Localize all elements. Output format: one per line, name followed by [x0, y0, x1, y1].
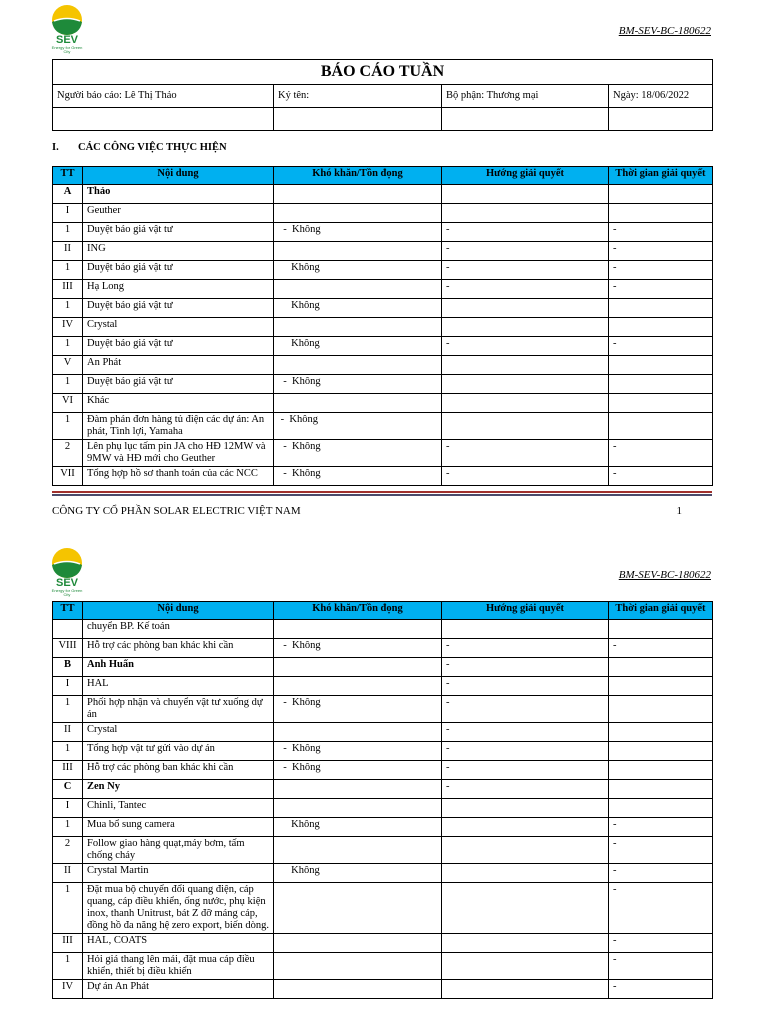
- cell-tt: VI: [53, 394, 83, 413]
- cell-issue: Không: [274, 261, 442, 280]
- col-header-solution: Hướng giải quyết: [442, 602, 609, 620]
- cell-content: Geuther: [83, 204, 274, 223]
- cell-solution: -: [442, 658, 609, 677]
- cell-solution: [442, 864, 609, 883]
- tasks-table-page-2: [52, 601, 713, 999]
- cell-time: -: [609, 261, 713, 280]
- cell-tt: III: [53, 280, 83, 299]
- company-logo: [50, 548, 90, 597]
- cell-content: Duyệt báo giá vật tư: [83, 337, 274, 356]
- cell-tt: 1: [53, 742, 83, 761]
- cell-content: Phối hợp nhận và chuyển vật tư xuống dự án: [83, 696, 274, 723]
- cell-tt: 1: [53, 261, 83, 280]
- cell-time: -: [609, 864, 713, 883]
- reporter-field: Người báo cáo: Lê Thị Thảo: [53, 85, 274, 108]
- cell-time: [609, 375, 713, 394]
- cell-issue: [274, 394, 442, 413]
- company-logo: [50, 5, 90, 54]
- cell-time: [609, 677, 713, 696]
- cell-solution: -: [442, 467, 609, 486]
- cell-issue: [274, 883, 442, 934]
- blank-cell: [53, 108, 274, 131]
- cell-solution: -: [442, 223, 609, 242]
- cell-solution: [442, 883, 609, 934]
- table-row: [53, 696, 713, 723]
- cell-issue: - Không: [274, 375, 442, 394]
- cell-time: [609, 356, 713, 375]
- sev-sun-leaf-icon: [50, 548, 84, 578]
- cell-tt: [53, 620, 83, 639]
- cell-solution: [442, 185, 609, 204]
- cell-issue: [274, 242, 442, 261]
- cell-issue: [274, 980, 442, 999]
- cell-issue: Không: [274, 299, 442, 318]
- cell-time: -: [609, 883, 713, 934]
- cell-tt: 1: [53, 299, 83, 318]
- cell-content: Crystal: [83, 723, 274, 742]
- cell-tt: 1: [53, 953, 83, 980]
- cell-content: Hỗ trợ các phòng ban khác khi cần: [83, 639, 274, 658]
- col-header-issue: Khó khăn/Tồn đọng: [274, 602, 442, 620]
- table-row: [53, 864, 713, 883]
- cell-issue: [274, 204, 442, 223]
- cell-solution: -: [442, 780, 609, 799]
- cell-tt: III: [53, 934, 83, 953]
- department-field: Bộ phận: Thương mại: [442, 85, 609, 108]
- cell-tt: 1: [53, 375, 83, 394]
- cell-content: Thảo: [83, 185, 274, 204]
- cell-issue: [274, 934, 442, 953]
- cell-tt: I: [53, 799, 83, 818]
- cell-issue: [274, 318, 442, 337]
- table-row: [53, 394, 713, 413]
- cell-time: [609, 780, 713, 799]
- cell-content: Crystal Martin: [83, 864, 274, 883]
- cell-content: Dự án An Phát: [83, 980, 274, 999]
- tasks-table-page-1: [52, 166, 713, 486]
- cell-tt: C: [53, 780, 83, 799]
- cell-tt: 1: [53, 337, 83, 356]
- section-number: I.: [52, 142, 59, 153]
- cell-issue: - Không: [274, 696, 442, 723]
- table-row: [53, 242, 713, 261]
- cell-issue: - Không: [274, 742, 442, 761]
- cell-time: -: [609, 980, 713, 999]
- cell-content: Lên phụ lục tấm pin JA cho HĐ 12MW và 9MW và HĐ mới cho Geuther: [83, 440, 274, 467]
- cell-issue: [274, 953, 442, 980]
- cell-solution: -: [442, 677, 609, 696]
- cell-content: Crystal: [83, 318, 274, 337]
- cell-content: ING: [83, 242, 274, 261]
- cell-content: Hạ Long: [83, 280, 274, 299]
- form-code: BM-SEV-BC-180622: [618, 25, 711, 37]
- sev-sun-leaf-icon: [50, 5, 84, 35]
- cell-tt: IV: [53, 318, 83, 337]
- cell-time: [609, 742, 713, 761]
- cell-solution: -: [442, 639, 609, 658]
- logo-tagline: Energy for Green City: [51, 45, 83, 54]
- cell-content: Tổng hợp hồ sơ thanh toán của các NCC: [83, 467, 274, 486]
- table-row: [53, 658, 713, 677]
- table-row: [53, 723, 713, 742]
- logo-tagline: Energy for Green City: [51, 588, 83, 597]
- cell-content: HAL: [83, 677, 274, 696]
- table-row: [53, 299, 713, 318]
- cell-content: Tổng hợp vật tư gửi vào dự án: [83, 742, 274, 761]
- cell-tt: II: [53, 723, 83, 742]
- cell-issue: Không: [274, 818, 442, 837]
- cell-tt: 1: [53, 883, 83, 934]
- cell-tt: 1: [53, 413, 83, 440]
- report-header-table: [52, 59, 713, 131]
- table-row: [53, 261, 713, 280]
- cell-time: [609, 620, 713, 639]
- cell-tt: A: [53, 185, 83, 204]
- cell-solution: [442, 375, 609, 394]
- footer-company: CÔNG TY CỔ PHẦN SOLAR ELECTRIC VIỆT NAM: [52, 505, 301, 517]
- cell-time: [609, 185, 713, 204]
- table-row: [53, 837, 713, 864]
- cell-tt: 1: [53, 818, 83, 837]
- cell-solution: [442, 837, 609, 864]
- cell-content: Đặt mua bộ chuyển đổi quang điện, cáp quang, cáp điều khiển, ống nước, phụ kiện inox, thanh Unitrust, bát Z đỡ máng cáp, đồng hồ đa năng hệ zero export, biến dòng.: [83, 883, 274, 934]
- cell-time: [609, 413, 713, 440]
- footer-divider: [52, 491, 712, 496]
- cell-issue: [274, 658, 442, 677]
- table-row: [53, 677, 713, 696]
- cell-time: -: [609, 639, 713, 658]
- logo-text: SEV: [55, 577, 78, 589]
- cell-time: -: [609, 223, 713, 242]
- cell-time: [609, 696, 713, 723]
- table-row: [53, 337, 713, 356]
- table-row: [53, 440, 713, 467]
- cell-issue: [274, 280, 442, 299]
- cell-content: chuyển BP. Kế toán: [83, 620, 274, 639]
- cell-issue: [274, 799, 442, 818]
- col-header-time: Thời gian giải quyết: [609, 167, 713, 185]
- cell-time: -: [609, 242, 713, 261]
- cell-time: -: [609, 934, 713, 953]
- cell-content: Follow giao hàng quạt,máy bơm, tấm chống cháy: [83, 837, 274, 864]
- cell-time: [609, 318, 713, 337]
- cell-issue: [274, 356, 442, 375]
- cell-issue: - Không: [274, 761, 442, 780]
- table-row: [53, 761, 713, 780]
- cell-content: Anh Huấn: [83, 658, 274, 677]
- logo-text: SEV: [55, 34, 78, 46]
- col-header-solution: Hướng giải quyết: [442, 167, 609, 185]
- cell-tt: I: [53, 677, 83, 696]
- cell-content: HAL, COATS: [83, 934, 274, 953]
- cell-content: Duyệt báo giá vật tư: [83, 223, 274, 242]
- table-row: [53, 318, 713, 337]
- col-header-tt: TT: [53, 167, 83, 185]
- col-header-tt: TT: [53, 602, 83, 620]
- blank-cell: [442, 108, 609, 131]
- cell-tt: III: [53, 761, 83, 780]
- cell-time: [609, 658, 713, 677]
- cell-solution: [442, 299, 609, 318]
- table-row: [53, 780, 713, 799]
- table-row: [53, 185, 713, 204]
- cell-content: Khác: [83, 394, 274, 413]
- table-row: [53, 742, 713, 761]
- cell-solution: [442, 413, 609, 440]
- cell-issue: [274, 780, 442, 799]
- cell-tt: B: [53, 658, 83, 677]
- cell-time: -: [609, 467, 713, 486]
- cell-solution: [442, 356, 609, 375]
- table-row: [53, 375, 713, 394]
- table-row: [53, 467, 713, 486]
- cell-content: Mua bổ sung camera: [83, 818, 274, 837]
- cell-solution: -: [442, 337, 609, 356]
- cell-tt: I: [53, 204, 83, 223]
- cell-tt: 2: [53, 837, 83, 864]
- cell-tt: 1: [53, 696, 83, 723]
- cell-issue: [274, 677, 442, 696]
- cell-issue: Không: [274, 337, 442, 356]
- page-footer: [52, 505, 712, 517]
- table-row: [53, 620, 713, 639]
- cell-time: -: [609, 837, 713, 864]
- cell-time: [609, 723, 713, 742]
- cell-issue: [274, 620, 442, 639]
- cell-solution: -: [442, 440, 609, 467]
- cell-tt: IV: [53, 980, 83, 999]
- cell-solution: [442, 620, 609, 639]
- blank-cell: [274, 108, 442, 131]
- table-row: [53, 639, 713, 658]
- table-row: [53, 280, 713, 299]
- cell-tt: VIII: [53, 639, 83, 658]
- cell-issue: [274, 185, 442, 204]
- cell-tt: VII: [53, 467, 83, 486]
- cell-time: [609, 761, 713, 780]
- page-number: 1: [676, 505, 682, 517]
- cell-solution: -: [442, 723, 609, 742]
- cell-time: -: [609, 280, 713, 299]
- cell-solution: -: [442, 742, 609, 761]
- cell-solution: [442, 204, 609, 223]
- cell-solution: [442, 394, 609, 413]
- table-row: [53, 204, 713, 223]
- cell-content: Duyệt báo giá vật tư: [83, 299, 274, 318]
- cell-tt: II: [53, 242, 83, 261]
- cell-solution: [442, 980, 609, 999]
- cell-content: Duyệt báo giá vật tư: [83, 261, 274, 280]
- cell-time: -: [609, 440, 713, 467]
- cell-content: Duyệt báo giá vật tư: [83, 375, 274, 394]
- cell-time: -: [609, 337, 713, 356]
- cell-tt: V: [53, 356, 83, 375]
- table-row: [53, 883, 713, 934]
- blank-cell: [609, 108, 713, 131]
- cell-time: [609, 204, 713, 223]
- cell-issue: Không: [274, 864, 442, 883]
- form-code: BM-SEV-BC-180622: [618, 569, 711, 581]
- cell-time: -: [609, 818, 713, 837]
- cell-issue: - Không: [274, 440, 442, 467]
- table-row: [53, 413, 713, 440]
- cell-solution: -: [442, 761, 609, 780]
- cell-solution: [442, 318, 609, 337]
- cell-solution: -: [442, 696, 609, 723]
- cell-time: [609, 394, 713, 413]
- cell-issue: - Không: [274, 467, 442, 486]
- table-row: [53, 356, 713, 375]
- cell-time: [609, 799, 713, 818]
- cell-content: An Phát: [83, 356, 274, 375]
- table-row: [53, 980, 713, 999]
- cell-time: [609, 299, 713, 318]
- cell-issue: - Không: [274, 223, 442, 242]
- cell-solution: [442, 934, 609, 953]
- cell-content: Hỏi giá thang lên mái, đặt mua cáp điều khiển, thiết bị điều khiển: [83, 953, 274, 980]
- table-row: [53, 799, 713, 818]
- table-row: [53, 223, 713, 242]
- cell-content: Chinli, Tantec: [83, 799, 274, 818]
- cell-issue: [274, 837, 442, 864]
- date-field: Ngày: 18/06/2022: [609, 85, 713, 108]
- cell-solution: [442, 799, 609, 818]
- cell-tt: 2: [53, 440, 83, 467]
- cell-solution: [442, 953, 609, 980]
- cell-content: Đàm phán đơn hàng tủ điện các dự án: An phát, Tình lợi, Yamaha: [83, 413, 274, 440]
- cell-content: Zen Ny: [83, 780, 274, 799]
- col-header-content: Nội dung: [83, 167, 274, 185]
- signature-field: Ký tên:: [274, 85, 442, 108]
- cell-tt: 1: [53, 223, 83, 242]
- cell-issue: [274, 723, 442, 742]
- col-header-issue: Khó khăn/Tồn đọng: [274, 167, 442, 185]
- section-heading: [52, 142, 227, 153]
- cell-tt: II: [53, 864, 83, 883]
- cell-solution: -: [442, 261, 609, 280]
- cell-issue: - Không: [274, 639, 442, 658]
- col-header-content: Nội dung: [83, 602, 274, 620]
- report-title: BÁO CÁO TUẦN: [53, 60, 713, 85]
- col-header-time: Thời gian giải quyết: [609, 602, 713, 620]
- table-row: [53, 934, 713, 953]
- section-title: CÁC CÔNG VIỆC THỰC HIỆN: [78, 142, 227, 153]
- cell-time: -: [609, 953, 713, 980]
- cell-content: Hỗ trợ các phòng ban khác khi cần: [83, 761, 274, 780]
- document-page-2: [0, 528, 768, 1024]
- cell-issue: - Không: [274, 413, 442, 440]
- cell-solution: [442, 818, 609, 837]
- table-row: [53, 953, 713, 980]
- cell-solution: -: [442, 280, 609, 299]
- cell-solution: -: [442, 242, 609, 261]
- table-row: [53, 818, 713, 837]
